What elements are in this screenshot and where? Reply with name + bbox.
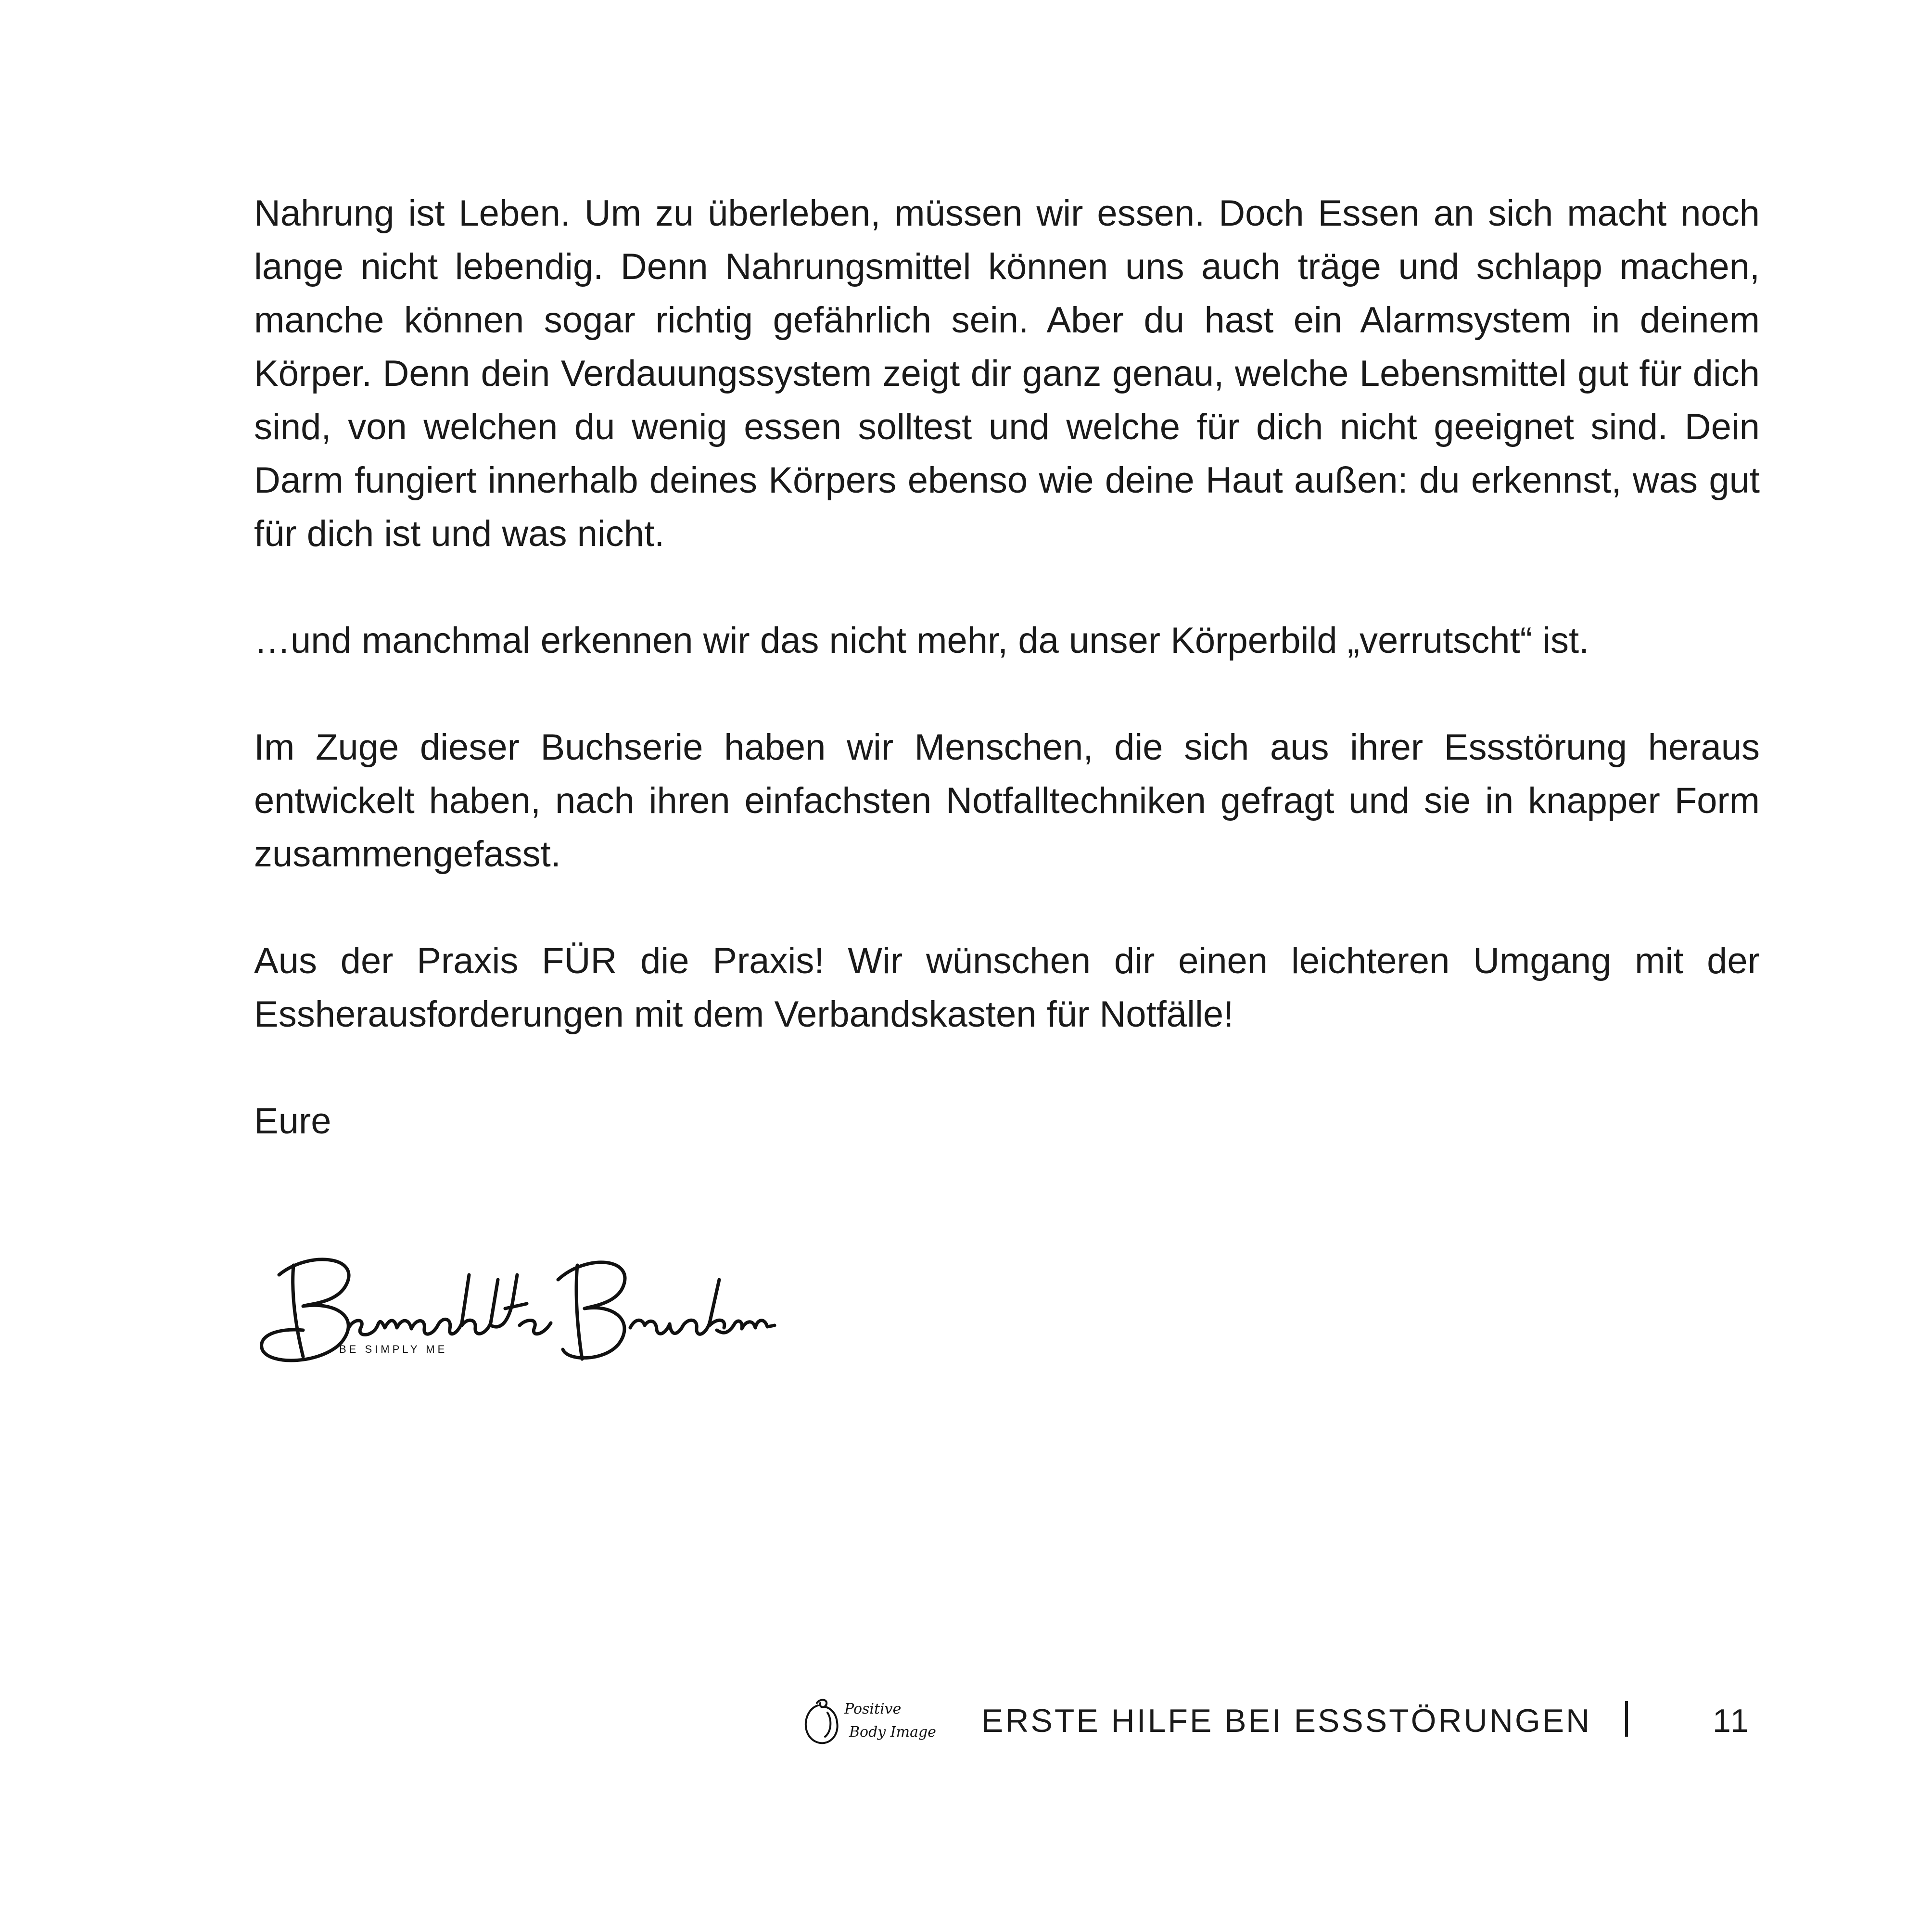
paragraph-eure: Eure [254, 1101, 331, 1142]
page-number: 11 [1713, 1703, 1751, 1739]
paragraph-nahrung: Nahrung ist Leben. Um zu überleben, müssen wir essen. Doch Essen an sich macht noch lange nicht lebendig. Denn Nahrungsmittel können uns auch träge und schlapp machen, manche können sogar richtig gefährlich sein. Aber du hast ein Alarmsystem in deinem Körper. Denn dein Verdauungssystem zeigt dir ganz genau, welche Lebensmittel gut für dich sind, von welchen du wenig essen solltest und welche für dich nicht geeignet sind. Dein Darm fungiert innerhalb deines Körpers ebenso wie deine Haut außen: du erkennst, was gut für dich ist und was nicht. [254, 193, 1760, 554]
positive-body-image-logo [799, 1689, 957, 1756]
paragraph-buchserie: Im Zuge dieser Buchserie haben wir Menschen, die sich aus ihrer Essstörung heraus entwickelt haben, nach ihren einfachsten Notfalltechniken gefragt und sie in knapper Form zusammengefasst. [254, 727, 1760, 875]
body-text [254, 187, 1760, 1201]
logo-text-positive: Positive [844, 1701, 902, 1717]
footer-separator [1625, 1701, 1628, 1737]
signature-image [250, 1246, 779, 1371]
paragraph-praxis: Aus der Praxis FÜR die Praxis! Wir wünschen dir einen leichteren Umgang mit der Essherausforderungen mit dem Verbandskasten für Notfälle! [254, 941, 1760, 1035]
footer-book-title: ERSTE HILFE BEI ESSSTÖRUNGEN [981, 1703, 1592, 1739]
page-footer [0, 1689, 1932, 1756]
signature-tagline: BE SIMPLY ME [339, 1343, 448, 1355]
paragraph-koerperbild: …und manchmal erkennen wir das nicht mehr, da unser Körperbild „verrutscht“ ist. [254, 620, 1589, 661]
logo-text-body-image: Body Image [849, 1724, 936, 1741]
